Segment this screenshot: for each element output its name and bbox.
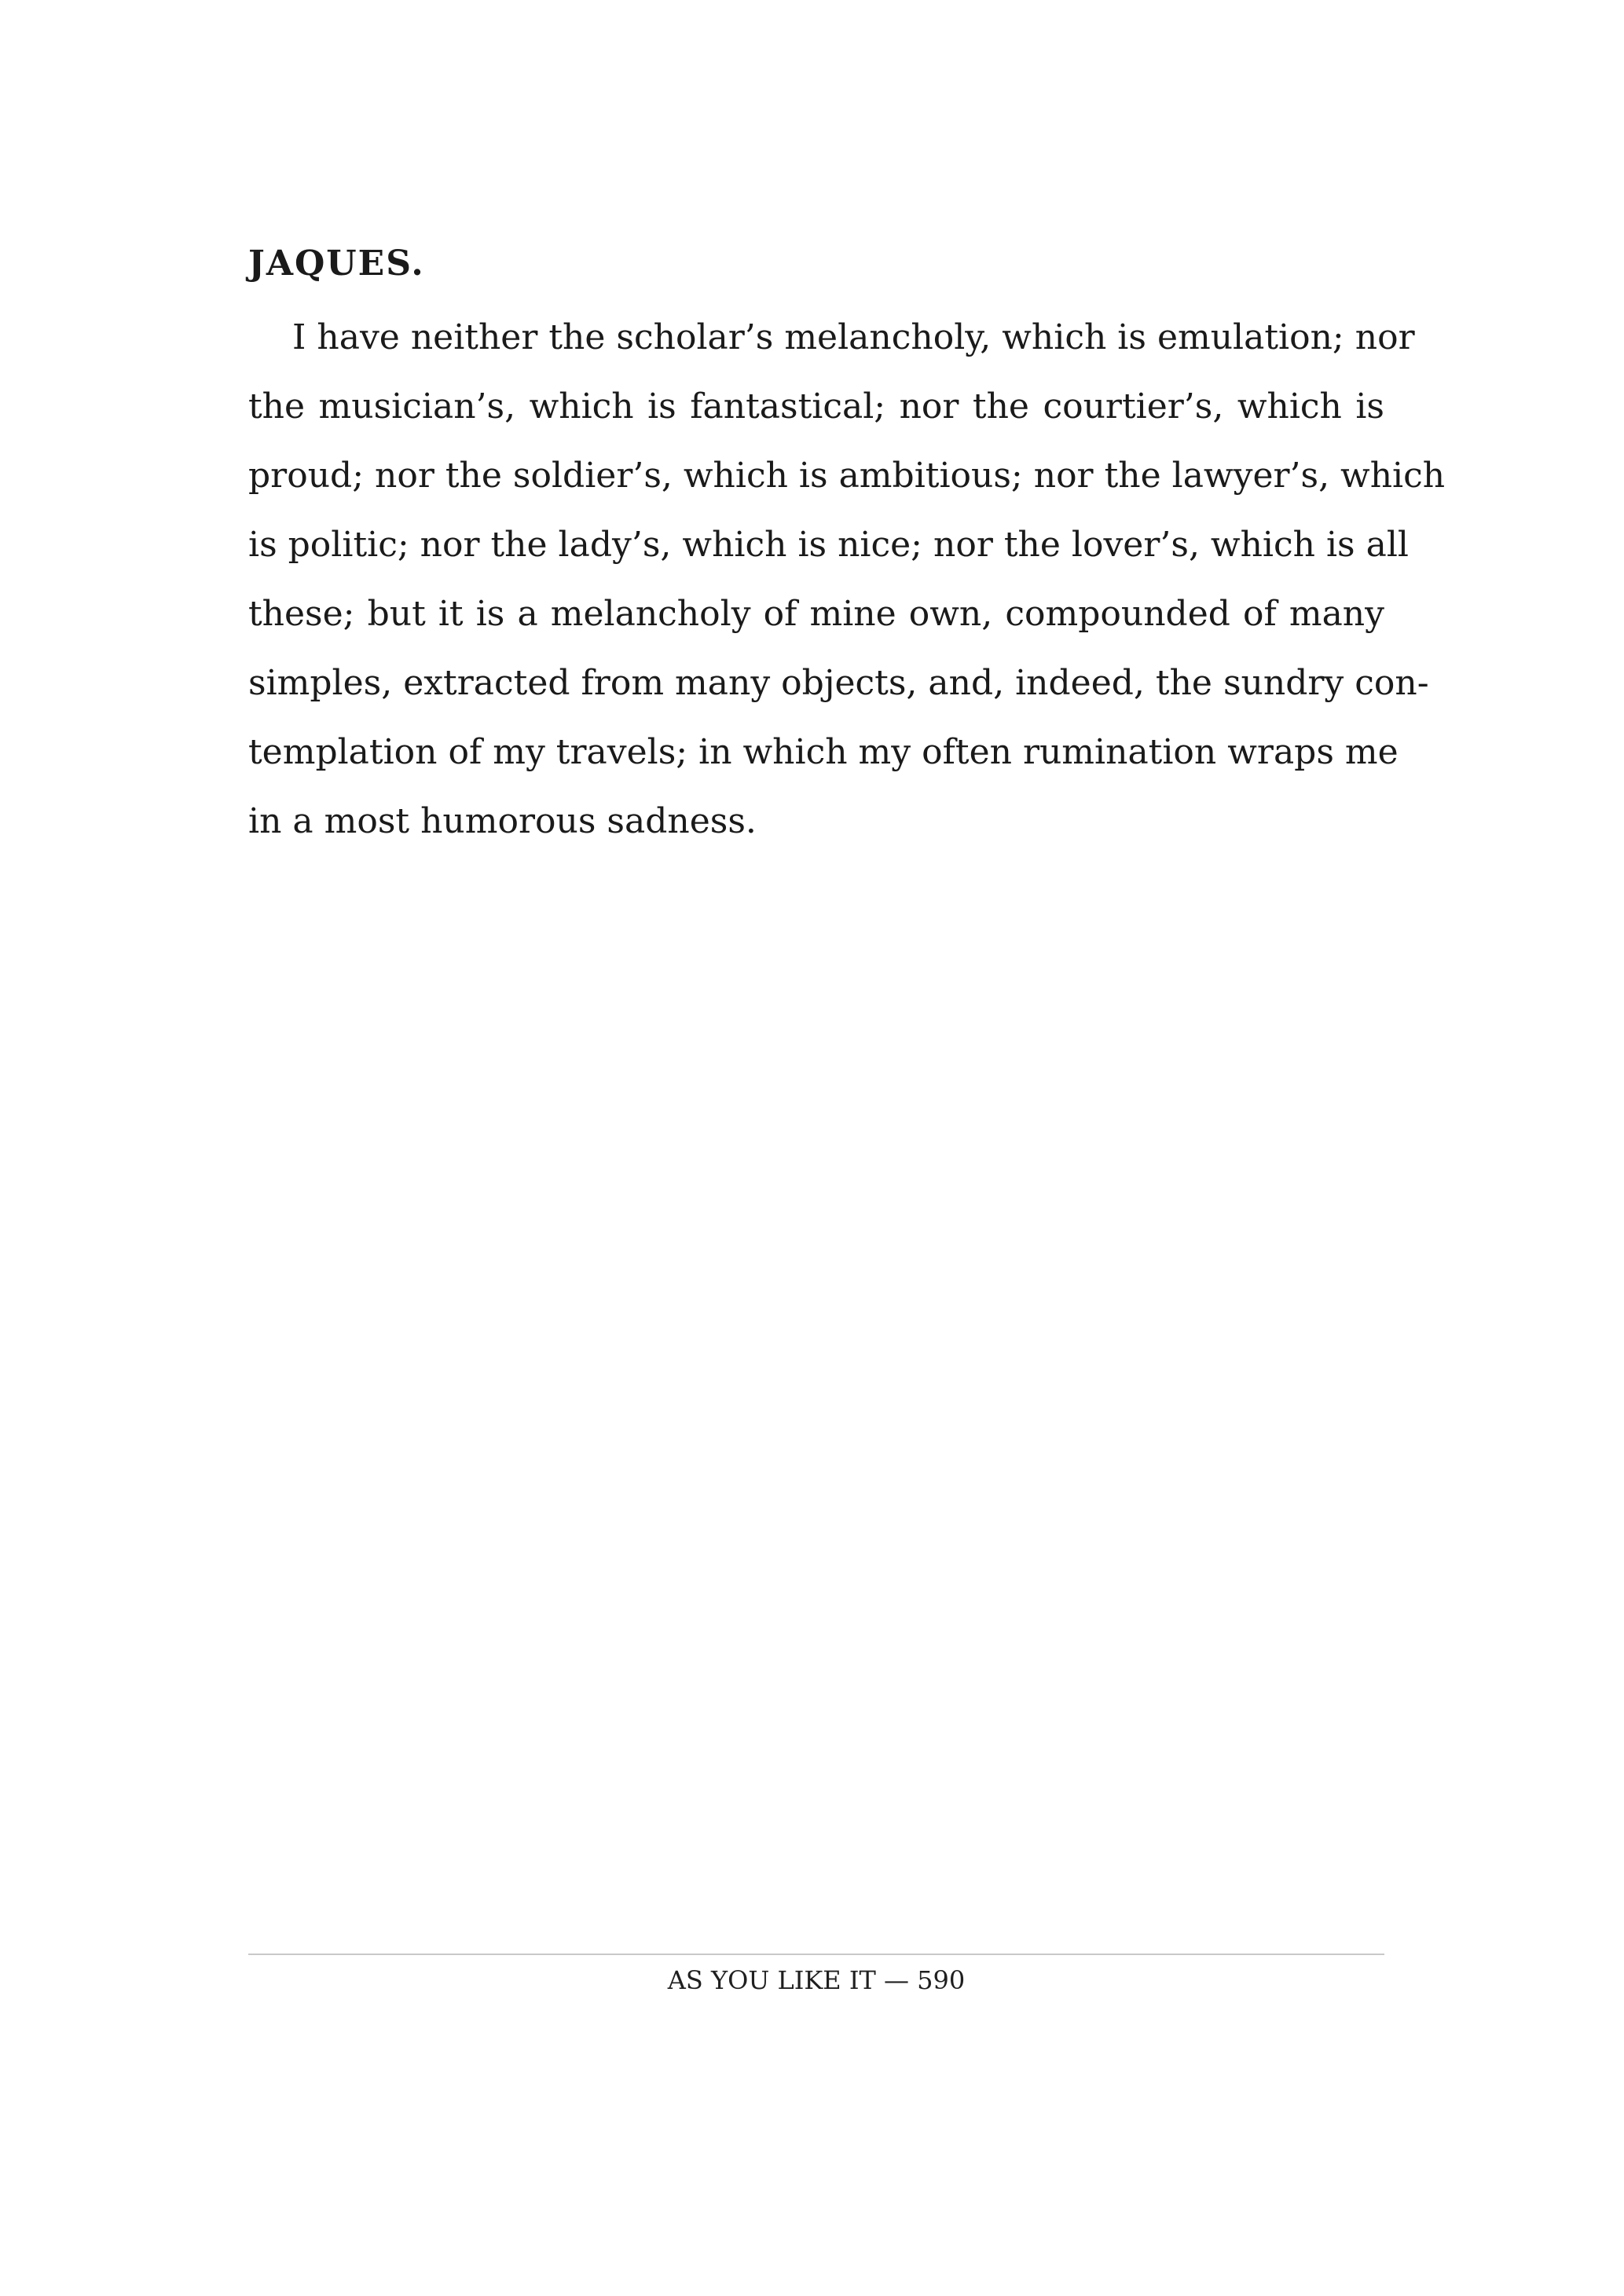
page-footer: AS YOU LIKE IT — 590 xyxy=(667,1965,966,1995)
speaker-name: JAQUES. xyxy=(248,244,425,284)
speech-line: simples, extracted from many objects, and, indeed, the sundry con- xyxy=(248,663,1429,703)
speech-line: the musician’s, which is fantastical; nor the courtier’s, which is xyxy=(248,386,1384,427)
speech-line: templation of my travels; in which my often rumination wraps me xyxy=(248,732,1399,772)
speech-line: these; but it is a melancholy of mine own, compounded of many xyxy=(248,594,1384,634)
speech-paragraph xyxy=(248,303,1446,856)
speech-line: in a most humorous sadness. xyxy=(248,801,757,841)
speech-line: I have neither the scholar’s melancholy, which is emulation; nor xyxy=(292,317,1415,357)
speech-line: is politic; nor the lady’s, which is nice; nor the lover’s, which is all xyxy=(248,525,1409,565)
footer-divider xyxy=(248,1954,1384,1955)
speech-line: proud; nor the soldier’s, which is ambitious; nor the lawyer’s, which xyxy=(248,456,1446,496)
